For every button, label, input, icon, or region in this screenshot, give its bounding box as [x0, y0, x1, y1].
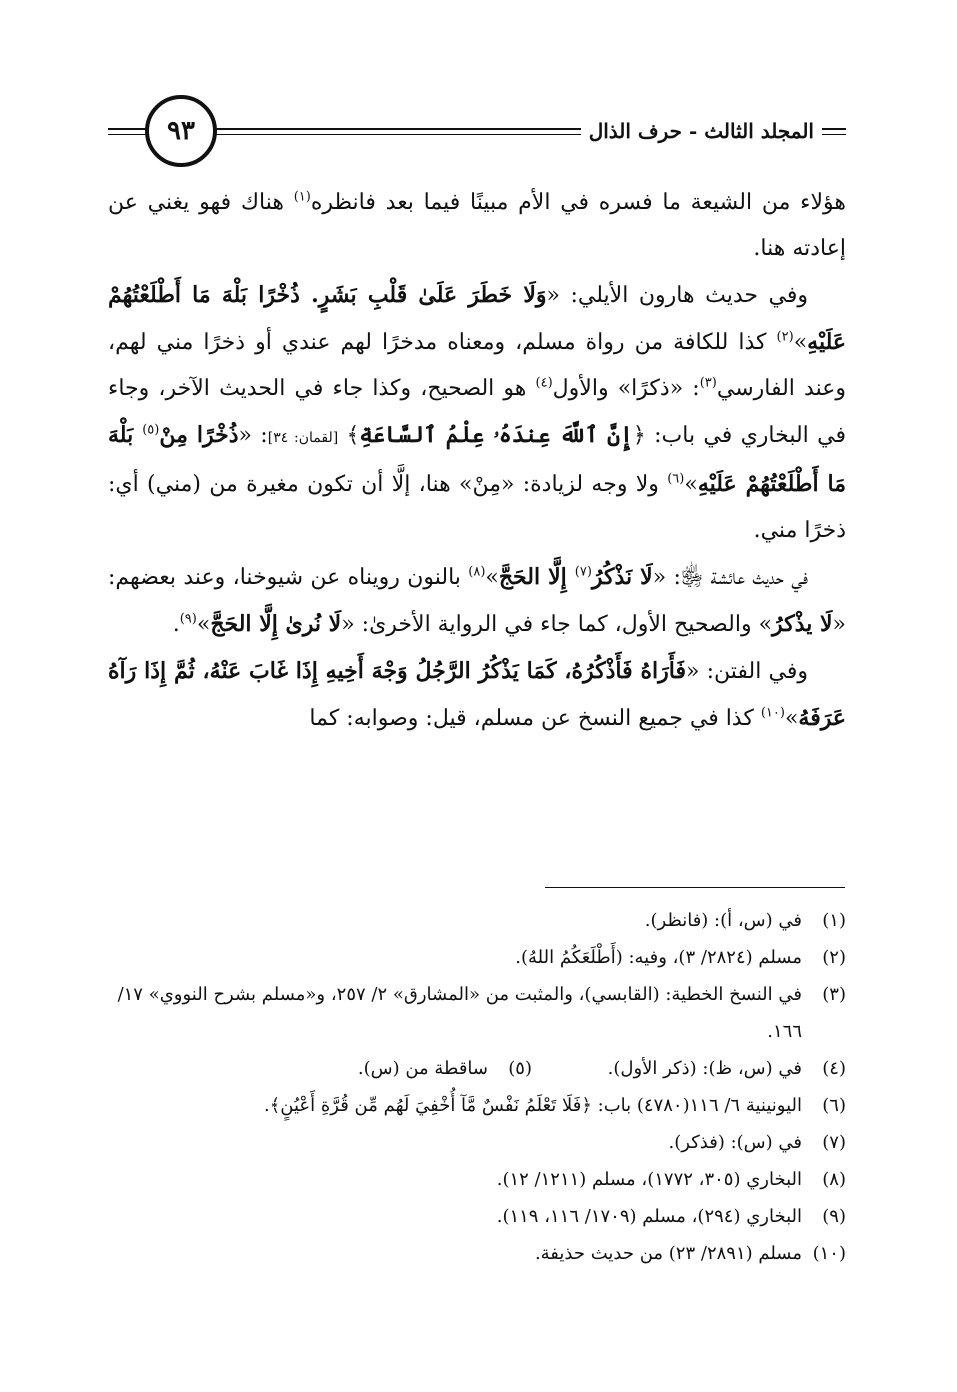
- footnote-4-5: (٤) في (س، ظ): (ذكر الأول). (٥) ساقطة من (س).: [357, 1058, 846, 1079]
- hadith-quote: لَا نُرىٰ إِلَّا الحَجَّ: [210, 611, 342, 637]
- footnote-3: (٣) في النسخ الخطية: (القابسي)، والمثبت من «المشارق» ٢/ ٢٥٧، و«مسلم بشرح النووي» ١٧/ ١٦٦.: [117, 984, 846, 1042]
- footnote-ref: (١٠): [760, 705, 785, 721]
- hadith-quote: بَلْهَ مَا أَطْلَعْتُهُمْ عَلَيْهِ: [108, 422, 846, 497]
- running-title: المجلد الثالث - حرف الذال: [581, 119, 822, 143]
- hadith-quote: ذُخْرًا مِنْ: [159, 422, 239, 448]
- footnote-6: (٦) اليونينية ٦/ ١١٦(٤٧٨٠) باب: ﴿فَلَا تَعْلَمُ نَفْسٌ مَّآ أُخْفِيَ لَهُم مِّن قُرَّةِ أَعْيُنٍ﴾.: [263, 1095, 846, 1116]
- footnote-ref: (٦): [667, 471, 685, 487]
- footnote-ref: (٤): [535, 375, 553, 391]
- footnote-8: (٨) البخاري (٣٠٥، ١٧٧٢)، مسلم (١٢١١/ ١٢).: [496, 1169, 846, 1190]
- footnote-1: (١) في (س، أ): (فانظر).: [644, 910, 846, 931]
- footnote-ref: (٩): [179, 611, 197, 627]
- footnote-ref: (١): [293, 189, 311, 205]
- footnote-ref: (٨): [468, 564, 486, 580]
- hadith-quote: لَا نَذْكُرُ: [591, 564, 653, 590]
- quran-quote: إِنَّ ٱللَّهَ عِندَهُۥ عِلْمُ ٱلسَّاعَةِ: [359, 422, 633, 448]
- paragraph-1: هؤلاء من الشيعة ما فسره في الأم مبينًا فيما بعد فانظره$^{(١)}$ هناك فهو يغني عن إعادته هنا.: [108, 189, 846, 261]
- footnote-ref: (٧): [574, 564, 592, 580]
- paragraph-2: وفي حديث هارون الأيلي: «وَلَا خَطَرَ عَلَىٰ قَلْبِ بَشَرٍ. ذُخْرًا بَلْهَ مَا أَطْلَعْتُهُمْ عَلَيْهِ»$^{(٢)}$ كذا للكافة من رواة مسلم، ومعناه مدخرًا لهم عندي أو ذخرًا مني لهم، وعند الفارسي$^{(٣)}$: «ذكرًا» والأول$^{(٤)}$ هو الصحيح، وكذا جاء في الحديث الآخر، وجاء في البخاري في باب: ﴿إِنَّ ٱللَّهَ عِندَهُۥ عِلْمُ ٱلسَّاعَةِ﴾ [لقمان: ٣٤]: «ذُخْرًا مِنْ$^{(٥)}$ بَلْهَ مَا أَطْلَعْتُهُمْ عَلَيْهِ»$^{(٦)}$ ولا وجه لزيادة: «مِنْ» هنا، إلَّا أن تكون مغيرة من (مني) أي: ذخرًا مني.: [108, 282, 846, 543]
- footnote-ref: (٥): [142, 422, 160, 438]
- footnote-7: (٧) في (س): (فذكر).: [668, 1132, 846, 1153]
- footnotes: [108, 902, 846, 1272]
- page-number: ٩٣: [145, 95, 217, 167]
- paragraph-4: وفي الفتن: «فَأَرَاهُ فَأَذْكُرُهُ، كَمَا يَذْكُرُ الرَّجُلُ وَجْهَ أَخِيهِ إِذَا غَابَ عَنْهُ، ثُمَّ إِذَا رَآهُ عَرَفَهُ»$^{(١٠)}$ كذا في جميع النسخ عن مسلم، قيل: وصوابه: كما: [108, 658, 846, 731]
- footnote-ref: (٢): [776, 329, 794, 345]
- surah-reference: [لقمان: ٣٤]: [267, 430, 339, 446]
- hadith-quote: لَا يذْكرُ: [772, 611, 833, 637]
- main-text: [108, 180, 846, 742]
- paragraph-3: في حديث عائشة ﵂: «لَا نَذْكُرُ$^{(٧)}$ إِلَّا الحَجَّ»$^{(٨)}$ بالنون رويناه عن شيوخنا، وعند بعضهم: «لَا يذْكرُ» والصحيح الأول، كما جاء في الرواية الأخرىٰ: «لَا نُرىٰ إِلَّا الحَجَّ»$^{(٩)}$.: [108, 564, 846, 637]
- footnote-separator: [545, 887, 845, 888]
- hadith-quote: وَلَا خَطَرَ عَلَىٰ قَلْبِ بَشَرٍ. ذُخْرًا بَلْهَ مَا أَطْلَعْتُهُمْ عَلَيْهِ: [108, 282, 846, 355]
- hadith-quote: إِلَّا الحَجَّ: [498, 564, 575, 590]
- footnote-9: (٩) البخاري (٢٩٤)، مسلم (١٧٠٩/ ١١٦، ١١٩).: [496, 1206, 846, 1227]
- hadith-quote: فَأَرَاهُ فَأَذْكُرُهُ، كَمَا يَذْكُرُ الرَّجُلُ وَجْهَ أَخِيهِ إِذَا غَابَ عَنْهُ، ثُمَّ إِذَا رَآهُ عَرَفَهُ: [108, 658, 846, 731]
- footnote-10: (١٠) مسلم (٢٨٩١/ ٢٣) من حديث حذيفة.: [534, 1243, 846, 1264]
- footnote-2: (٢) مسلم (٢٨٢٤/ ٣)، وفيه: (أَطْلَعَكُمُ اللهُ).: [515, 947, 846, 968]
- footnote-ref: (٣): [699, 375, 717, 391]
